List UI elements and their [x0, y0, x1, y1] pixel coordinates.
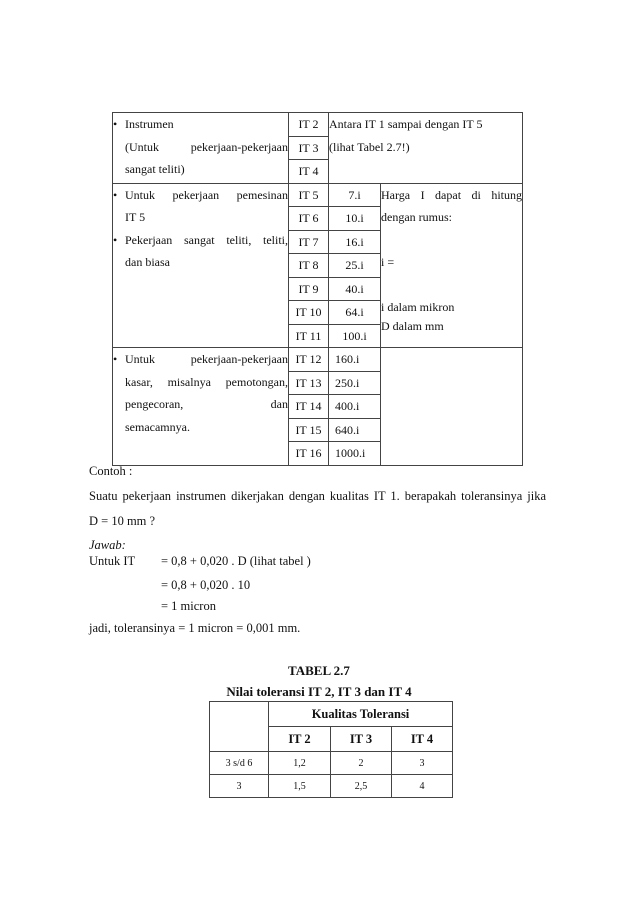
desc-line: dan biasa: [125, 255, 170, 269]
note-line: D dalam mm: [381, 318, 444, 333]
value-cell: 1,5: [269, 775, 331, 798]
it-grade-cell: IT 9: [289, 277, 329, 301]
column-header: IT 2: [269, 727, 331, 752]
corner-cell: [210, 702, 269, 752]
it-grade-cell: IT 13: [289, 371, 329, 395]
tolerance-cell: 64.i: [329, 301, 381, 325]
it-grade-cell: IT 4: [289, 160, 329, 184]
note-line: [381, 229, 522, 252]
it-grade-cell: IT 16: [289, 442, 329, 466]
calc-line: = 1 micron: [161, 599, 216, 613]
it-grade-cell: IT 14: [289, 395, 329, 419]
it-grade-cell: IT 12: [289, 348, 329, 372]
tolerance-values-table: [209, 701, 453, 798]
desc-line: • Untuk pekerjaan pemesinan: [113, 187, 288, 202]
note-cell-1: [329, 113, 523, 184]
desc-line: • Pekerjaan sangat teliti, teliti,: [113, 232, 288, 247]
conclusion-text: jadi, toleransinya = 1 micron = 0,001 mm.: [89, 621, 301, 635]
desc-line: pengecoran, dan: [125, 397, 288, 411]
value-cell: 4: [392, 775, 453, 798]
tolerance-cell: 250.i: [329, 371, 381, 395]
value-cell: 1,2: [269, 752, 331, 775]
it-grade-cell: IT 11: [289, 324, 329, 348]
note-line: dengan rumus:: [381, 210, 452, 224]
note-line: (lihat Tabel 2.7!): [329, 139, 410, 154]
row-label: 3 s/d 6: [210, 752, 269, 775]
tolerance-quality-table: [112, 112, 523, 466]
desc-cell-3: [113, 348, 289, 466]
it-grade-cell: IT 5: [289, 183, 329, 207]
group-header: Kualitas Toleransi: [269, 702, 453, 727]
note-cell-3: [381, 348, 523, 466]
tolerance-cell: 16.i: [329, 230, 381, 254]
desc-line: • Untuk pekerjaan-pekerjaan: [113, 352, 288, 366]
note-line: Harga I dapat di hitung: [381, 187, 522, 202]
desc-line: kasar, misalnya pemotongan,: [125, 374, 288, 389]
calc-line: = 0,8 + 0,020 . 10: [161, 578, 251, 592]
desc-line: semacamnya.: [125, 419, 190, 434]
column-header: IT 4: [392, 727, 453, 752]
table-row: [210, 775, 453, 798]
example-question-line2: D = 10 mm ?: [89, 514, 156, 528]
note-line: Antara IT 1 sampai dengan IT 5: [329, 117, 483, 131]
note-cell-2: [381, 183, 523, 348]
it-grade-cell: IT 3: [289, 136, 329, 160]
value-cell: 2: [331, 752, 392, 775]
it-grade-cell: IT 15: [289, 418, 329, 442]
answer-label: Jawab:: [89, 538, 126, 552]
desc-cell-2: [113, 183, 289, 348]
table-caption: TABEL 2.7: [288, 663, 350, 678]
calc-line: = 0,8 + 0,020 . D (lihat tabel ): [161, 554, 311, 568]
value-cell: 2,5: [331, 775, 392, 798]
desc-cell-1: [113, 113, 289, 184]
tolerance-cell: 100.i: [329, 324, 381, 348]
tolerance-cell: 25.i: [329, 254, 381, 278]
value-cell: 3: [392, 752, 453, 775]
desc-line: IT 5: [125, 210, 146, 224]
note-line: i dalam mikron: [381, 300, 455, 314]
note-line: [381, 274, 522, 297]
calc-label: Untuk IT: [89, 554, 136, 568]
tolerance-cell: 160.i: [329, 348, 381, 372]
table-title: Nilai toleransi IT 2, IT 3 dan IT 4: [226, 684, 412, 699]
table-row: [210, 752, 453, 775]
example-heading: Contoh :: [89, 464, 133, 478]
tolerance-cell: 7.i: [329, 183, 381, 207]
tolerance-cell: 400.i: [329, 395, 381, 419]
it-grade-cell: IT 8: [289, 254, 329, 278]
tolerance-cell: 10.i: [329, 207, 381, 231]
example-question-line1: Suatu pekerjaan instrumen dikerjakan dengan kualitas IT 1. berapakah toleransinya jika: [89, 489, 546, 503]
tolerance-cell: 640.i: [329, 418, 381, 442]
desc-line: • Instrumen: [113, 117, 174, 131]
it-grade-cell: IT 10: [289, 301, 329, 325]
column-header: IT 3: [331, 727, 392, 752]
it-grade-cell: IT 7: [289, 230, 329, 254]
desc-line: sangat teliti): [125, 162, 185, 176]
row-label: 3: [210, 775, 269, 798]
tolerance-cell: 40.i: [329, 277, 381, 301]
note-line: i =: [381, 255, 395, 269]
it-grade-cell: IT 6: [289, 207, 329, 231]
it-grade-cell: IT 2: [289, 113, 329, 137]
tolerance-cell: 1000.i: [329, 442, 381, 466]
desc-line: (Untuk pekerjaan-pekerjaan: [125, 139, 288, 154]
